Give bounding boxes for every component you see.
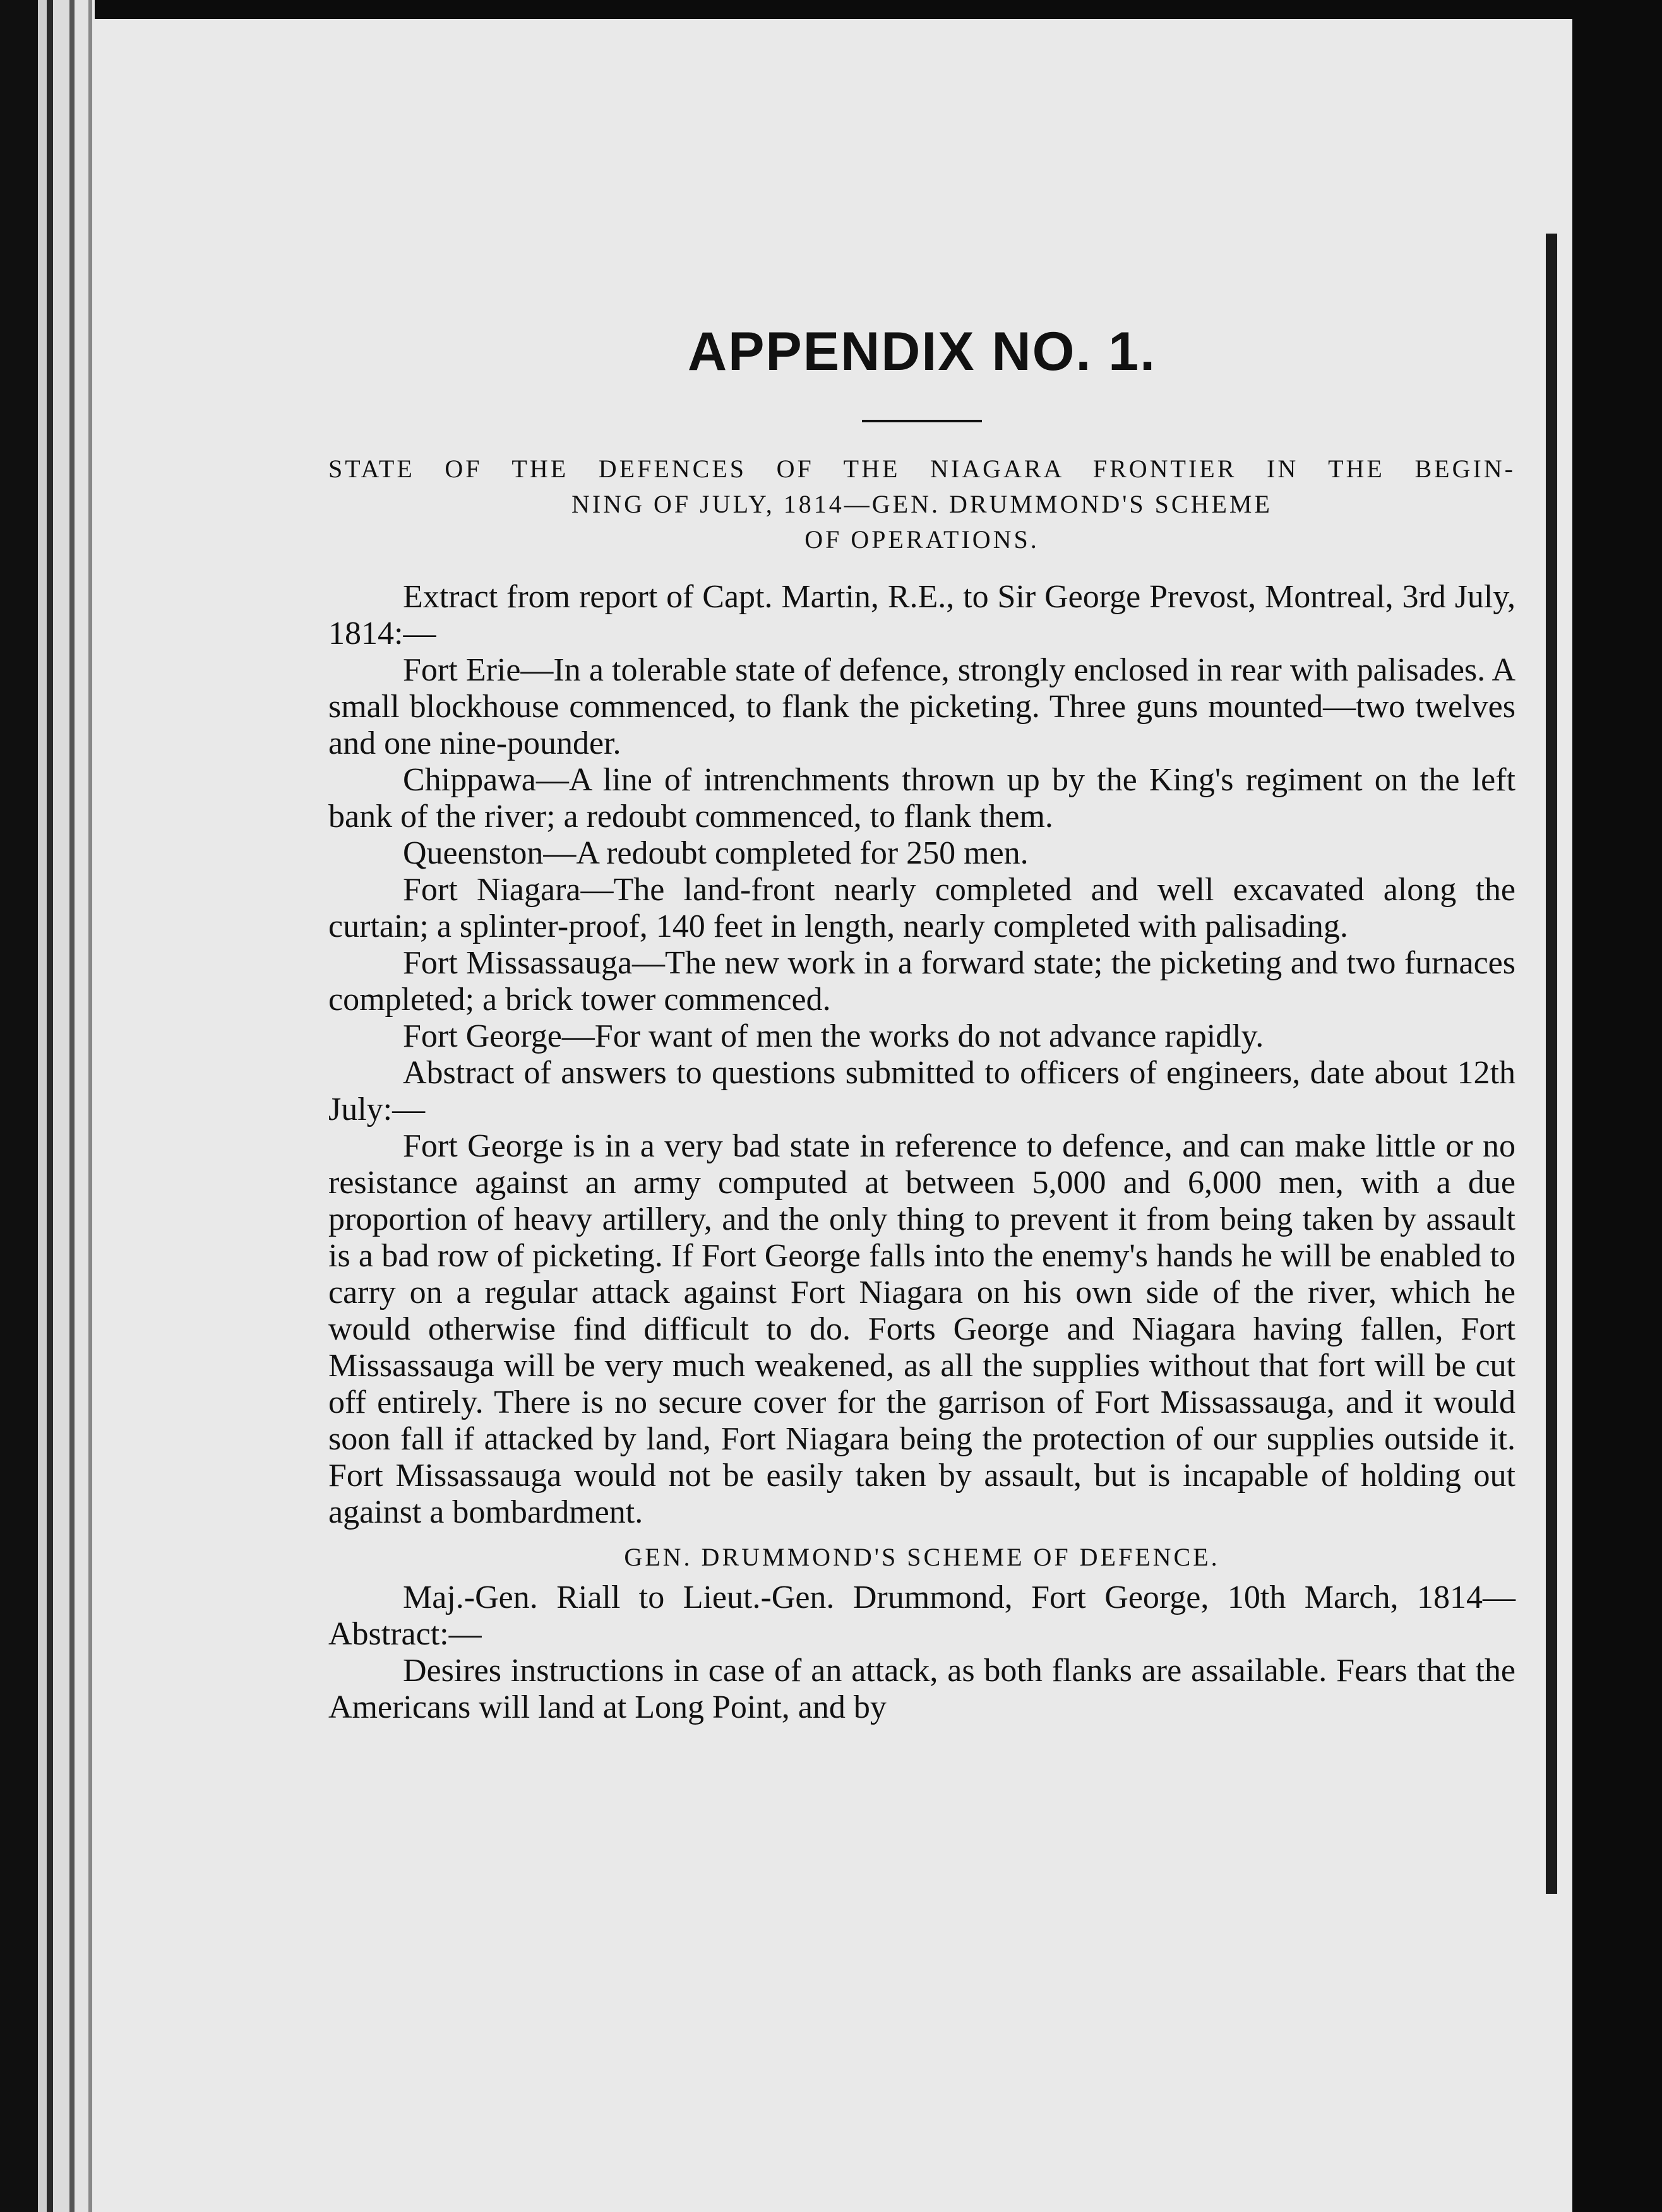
- paragraph: Fort George is in a very bad state in reference to defence, and can make little or no resistance against an army computed at between 5,000 and 6,000 men, with a due proportion of heavy artillery, and the only thing to prevent it from being taken by assault is a bad row of picketing. If Fort George falls into the enemy's hands he will be enabled to carry on a regular attack against Fort Niagara on his own side of the river, which he would otherwise find difficult to do. Forts George and Niagara having fallen, Fort Missassauga will be very much weakened, as all the supplies without that fort will be cut off entirely. There is no secure cover for the garrison of Fort Missassauga, and it would soon fall if attacked by land, Fort Niagara being the protection of our supplies outside it. Fort Missassauga would not be easily taken by assault, but is incapable of holding out against a bombardment.: [328, 1127, 1516, 1530]
- paragraph: Fort Niagara—The land-front nearly completed and well excavated along the curtain; a splinter-proof, 140 feet in length, nearly completed with palisading.: [328, 871, 1516, 944]
- heading-line-2: NING OF JULY, 1814—GEN. DRUMMOND'S SCHEME: [571, 489, 1272, 518]
- book-binding-edge: [0, 0, 95, 2212]
- paragraph: Fort Erie—In a tolerable state of defence, strongly enclosed in rear with palisades. A small blockhouse commenced, to flank the picketing. Three guns mounted—two twelves and one nine-pounder.: [328, 651, 1516, 761]
- paragraph: Queenston—A redoubt completed for 250 men.: [403, 835, 1029, 871]
- page-title: APPENDIX NO. 1.: [687, 321, 1157, 382]
- paragraph: Abstract of answers to questions submitted to officers of engineers, date about 12th July:—: [328, 1054, 1516, 1127]
- heading-line-1: STATE OF THE DEFENCES OF THE NIAGARA FRONTIER IN THE BEGIN-: [328, 454, 1516, 483]
- page-edge-shadow: [1546, 234, 1557, 1894]
- book-page: [95, 19, 1572, 2212]
- title-rule: [862, 420, 982, 422]
- paragraph: Fort George—For want of men the works do not advance rapidly.: [403, 1018, 1264, 1054]
- paragraph: Extract from report of Capt. Martin, R.E., to Sir George Prevost, Montreal, 3rd July, 1814:—: [328, 578, 1516, 651]
- paragraph: Fort Missassauga—The new work in a forward state; the picketing and two furnaces completed; a brick tower commenced.: [328, 944, 1516, 1018]
- section-heading: [328, 451, 1516, 557]
- page-content: [328, 322, 1516, 1726]
- heading-line-3: OF OPERATIONS.: [804, 525, 1039, 554]
- paragraph: Maj.-Gen. Riall to Lieut.-Gen. Drummond, Fort George, 10th March, 1814—Abstract:—: [328, 1579, 1516, 1652]
- subheading: GEN. DRUMMOND'S SCHEME OF DEFENCE.: [624, 1542, 1220, 1571]
- paragraph: Chippawa—A line of intrenchments thrown up by the King's regiment on the left bank of the river; a redoubt commenced, to flank them.: [328, 761, 1516, 835]
- paragraph: Desires instructions in case of an attack, as both flanks are assailable. Fears that the Americans will land at Long Point, and by: [328, 1652, 1516, 1725]
